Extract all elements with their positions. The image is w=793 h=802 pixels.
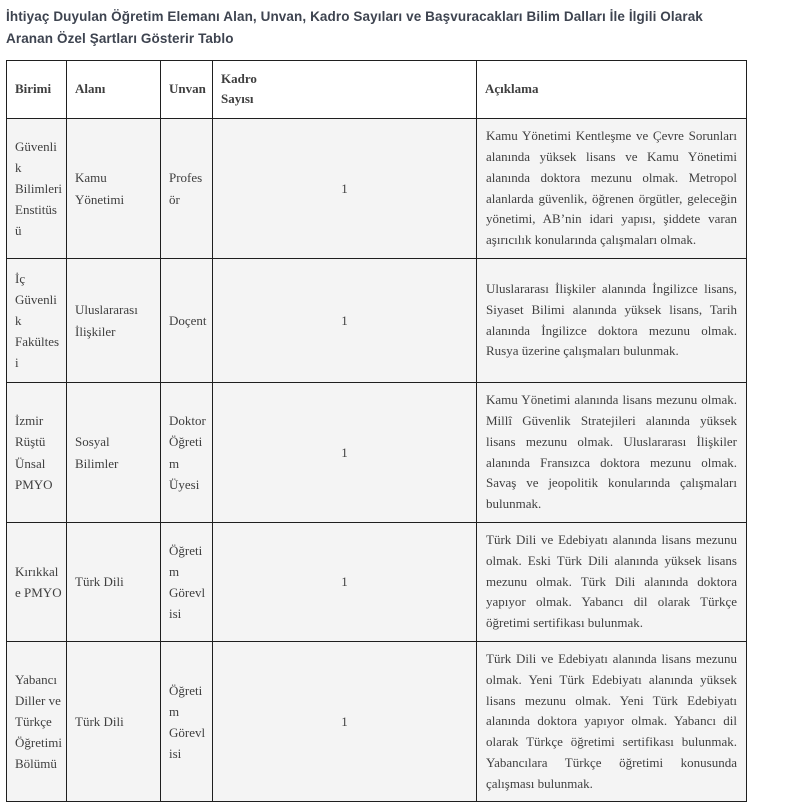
cell-alani: Sosyal Bilimler <box>67 383 161 523</box>
table-row <box>7 522 747 641</box>
cell-birimi: Güvenlik Bilimleri Enstitüsü <box>7 119 67 259</box>
cell-kadro-sayisi: 1 <box>213 258 477 382</box>
column-header-unvan <box>161 60 213 119</box>
cell-kadro-sayisi: 1 <box>213 119 477 259</box>
column-header-alani <box>67 60 161 119</box>
table-row <box>7 383 747 523</box>
table-row <box>7 641 747 802</box>
cell-alani: Uluslararası İlişkiler <box>67 258 161 382</box>
column-header-label: Alanı <box>75 80 106 96</box>
column-header-label: Kadro Sayısı <box>221 70 257 107</box>
cell-kadro-sayisi: 1 <box>213 383 477 523</box>
cell-kadro-sayisi: 1 <box>213 641 477 802</box>
cell-aciklama: Türk Dili ve Edebiyatı alanında lisans mezunu olmak. Yeni Türk Edebiyatı alanında yüksek lisans mezunu olmak. Yeni Türk Edebiyatı alanında doktora yapıyor olmak. Yabancı dil olarak Türkçe öğretimi sertifikası bulunmak. Yabancılara Türkçe öğretimi konusunda çalışması bulunmak. <box>477 641 747 802</box>
column-header-label: Açıklama <box>485 80 539 96</box>
cell-unvan: Öğretim Görevlisi <box>161 641 213 802</box>
positions-table <box>6 60 747 802</box>
cell-birimi: İzmir Rüştü Ünsal PMYO <box>7 383 67 523</box>
cell-birimi: Kırıkkale PMYO <box>7 522 67 641</box>
table-row <box>7 258 747 382</box>
column-header-label: Unvan <box>169 80 206 96</box>
cell-aciklama: Uluslararası İlişkiler alanında İngilizce lisans, Siyaset Bilimi alanında yüksek lisans, Tarih alanında İngilizce doktora mezunu olmak. Rusya üzerine çalışmaları bulunmak. <box>477 258 747 382</box>
column-header-label: Birimi <box>15 80 52 96</box>
cell-birimi: İç Güvenlik Fakültesi <box>7 258 67 382</box>
cell-kadro-sayisi: 1 <box>213 522 477 641</box>
cell-alani: Türk Dili <box>67 641 161 802</box>
cell-unvan: Profesör <box>161 119 213 259</box>
column-header-birimi <box>7 60 67 119</box>
column-header-aciklama <box>477 60 747 119</box>
page-title: İhtiyaç Duyulan Öğretim Elemanı Alan, Unvan, Kadro Sayıları ve Başvuracakları Bilim Dalları İle İlgili Olarak Aranan Özel Şartları Gösterir Tablo <box>6 9 703 47</box>
cell-birimi: Yabancı Diller ve Türkçe Öğretimi Bölümü <box>7 641 67 802</box>
cell-alani: Türk Dili <box>67 522 161 641</box>
column-header-kadro-sayisi <box>213 60 477 119</box>
cell-unvan: Doktor Öğretim Üyesi <box>161 383 213 523</box>
cell-aciklama: Türk Dili ve Edebiyatı alanında lisans mezunu olmak. Eski Türk Dili alanında yüksek lisans mezunu olmak. Türk Dili alanında doktora yapıyor olmak. Yabancı dil olarak Türkçe öğretimi sertifikası bulunmak. <box>477 522 747 641</box>
cell-aciklama: Kamu Yönetimi alanında lisans mezunu olmak. Millî Güvenlik Stratejileri alanında yüksek lisans mezunu olmak. Uluslararası İlişkiler alanında Fransızca doktora mezunu olmak. Savaş ve jeopolitik konularında çalışmaları bulunmak. <box>477 383 747 523</box>
cell-unvan: Doçent <box>161 258 213 382</box>
cell-unvan: Öğretim Görevlisi <box>161 522 213 641</box>
cell-alani: Kamu Yönetimi <box>67 119 161 259</box>
table-header-row <box>7 60 747 119</box>
table-row <box>7 119 747 259</box>
cell-aciklama: Kamu Yönetimi Kentleşme ve Çevre Sorunları alanında yüksek lisans ve Kamu Yönetimi alanında doktora mezunu olmak. Metropol alanlarda güvenlik, öğrenen örgütler, geleceğin yönetimi, AB’nin idari yapısı, şiddete varan aşırıcılık konularında çalışmaları olmak. <box>477 119 747 259</box>
